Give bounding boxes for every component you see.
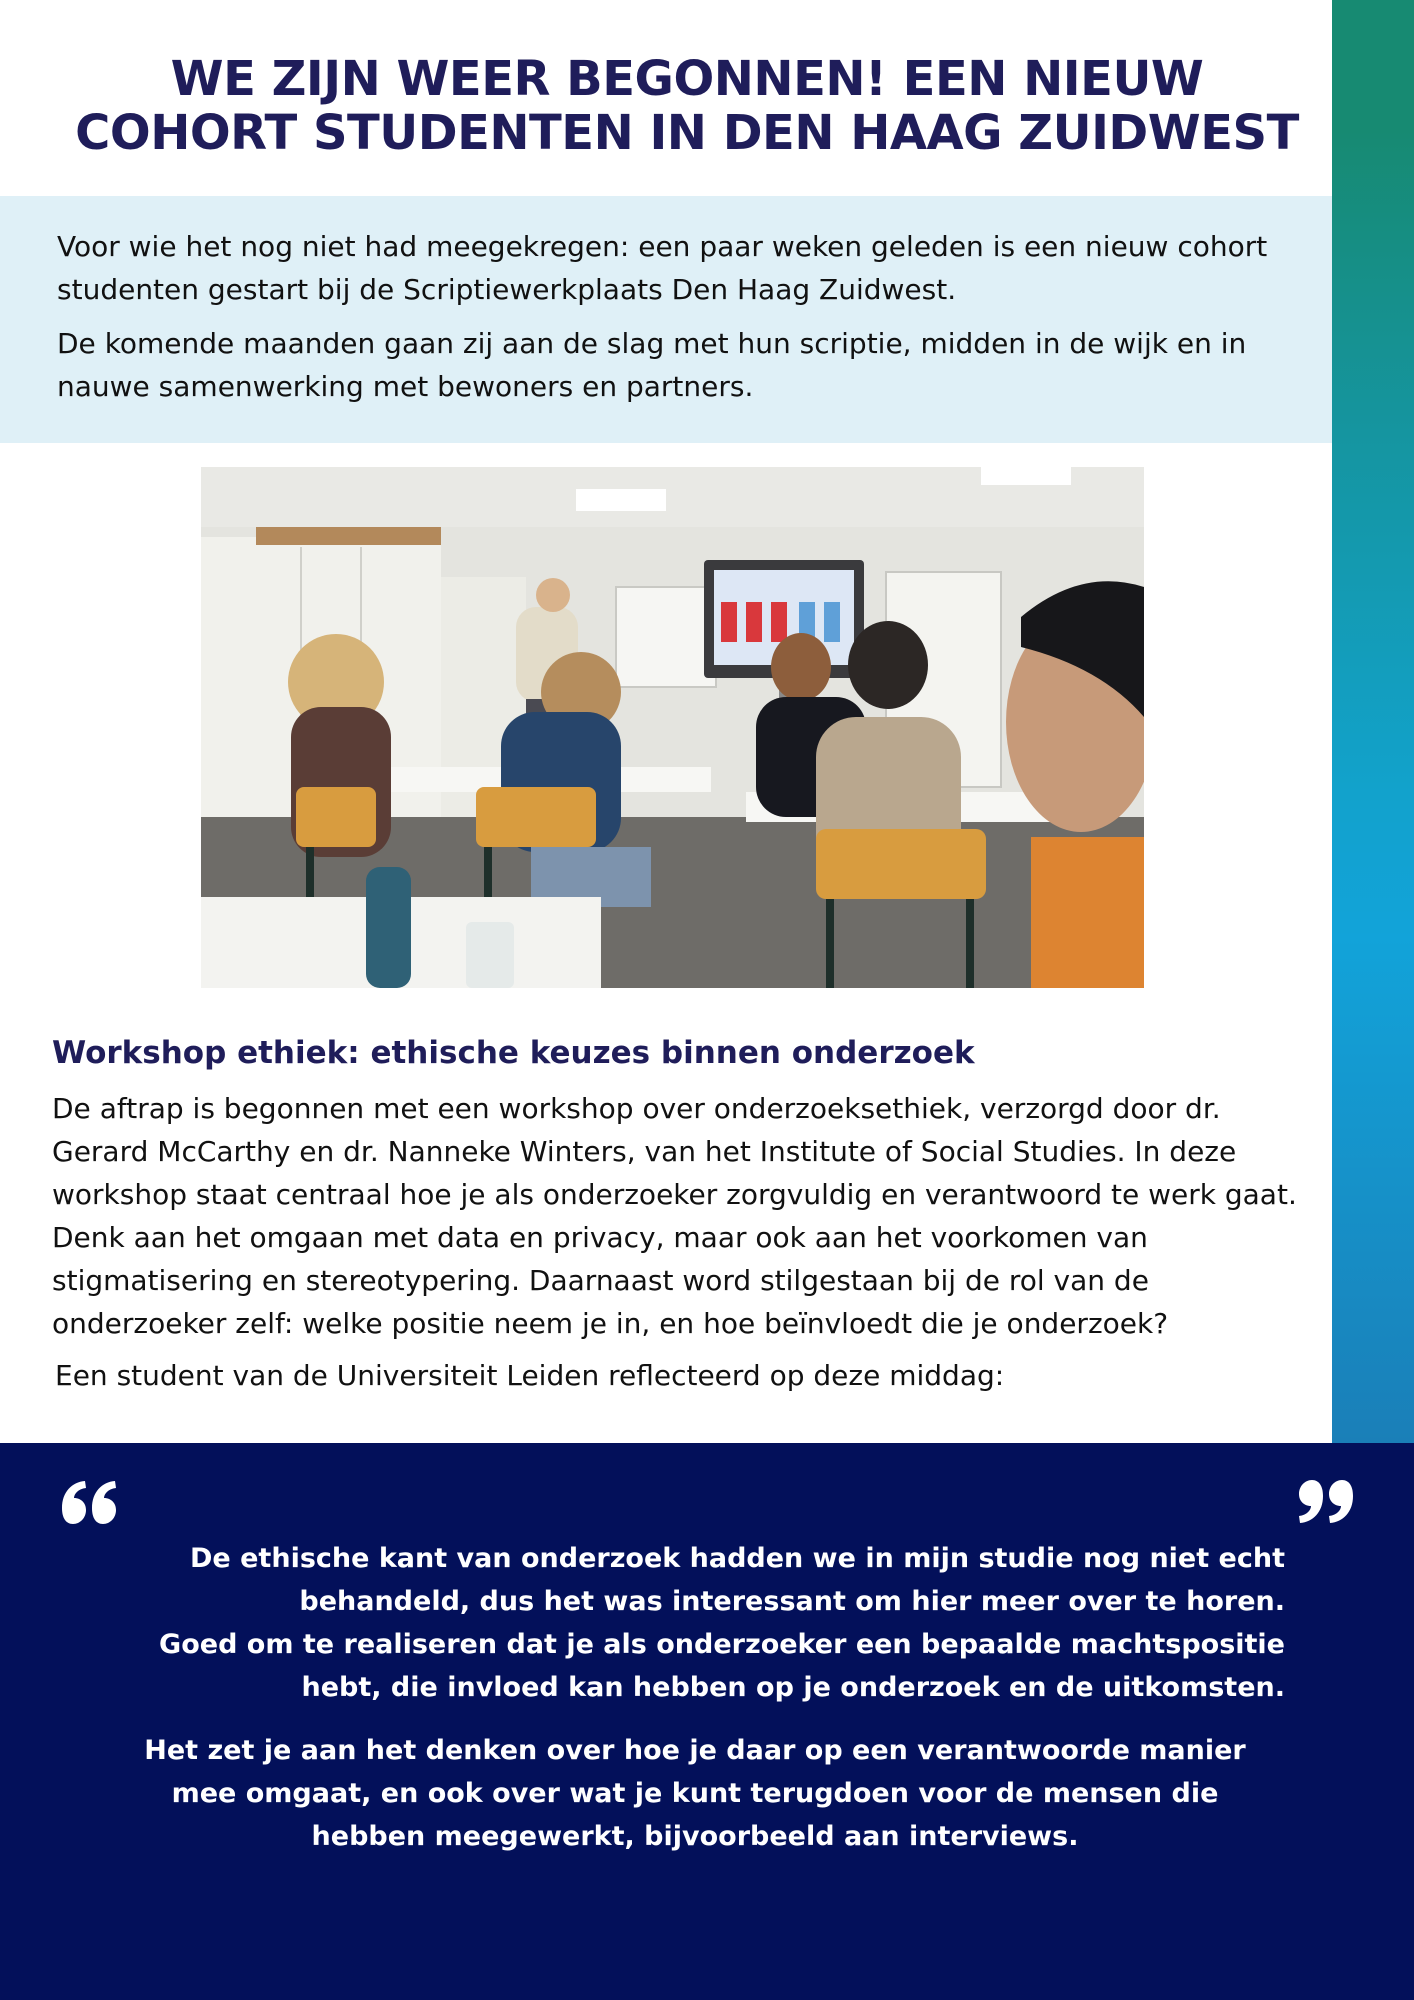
- quote-section: [0, 1443, 1414, 2000]
- intro-paragraph-2: De komende maanden gaan zij aan de slag met hun scriptie, midden in de wijk en in nauwe samenwerking met bewoners en partners.: [57, 327, 1247, 403]
- page-title-line-1: WE ZIJN WEER BEGONNEN! EEN NIEUW: [170, 51, 1204, 107]
- page-title-line-2: COHORT STUDENTEN IN DEN HAAG ZUIDWEST: [75, 105, 1299, 161]
- quote-line-1: De ethische kant van onderzoek hadden we in mijn studie nog niet echt: [190, 1543, 1285, 1574]
- page-title: [60, 52, 1314, 160]
- quote-paragraph-2: Het zet je aan het denken over hoe je daar op een verantwoorde manier mee omgaat, en ook over wat je kunt terugdoen voor de mensen die hebben meegewerkt, bijvoorbeeld aan interviews.: [144, 1735, 1246, 1852]
- classroom-photo: [201, 467, 1144, 988]
- quote-line-2: behandeld, dus het was interessant om hier meer over te horen.: [299, 1586, 1285, 1617]
- quote-line-4: hebt, die invloed kan hebben op je onderzoek en de uitkomsten.: [301, 1672, 1285, 1703]
- quote-lead-in: Een student van de Universiteit Leiden reflecteerd op deze middag:: [55, 1359, 1005, 1392]
- open-quote-icon: [58, 1478, 120, 1526]
- workshop-heading: Workshop ethiek: ethische keuzes binnen onderzoek: [52, 1035, 975, 1071]
- side-gradient-bar: [1332, 0, 1414, 1443]
- quote-line-3: Goed om te realiseren dat je als onderzoeker een bepaalde machtspositie: [159, 1629, 1285, 1660]
- close-quote-icon: [1295, 1478, 1357, 1526]
- intro-paragraph-1: Voor wie het nog niet had meegekregen: een paar weken geleden is een nieuw cohort studenten gestart bij de Scriptiewerkplaats Den Haag Zuidwest.: [57, 230, 1268, 306]
- classroom-illustration: [201, 467, 1144, 988]
- workshop-body: De aftrap is begonnen met een workshop over onderzoeksethiek, verzorgd door dr. Gerard McCarthy en dr. Nanneke Winters, van het Institute of Social Studies. In deze workshop staat centraal hoe je als onderzoeker zorgvuldig en verantwoord te werk gaat. Denk aan het omgaan met data en privacy, maar ook aan het voorkomen van stigmatisering en stereotypering. Daarnaast word stilgestaan bij de rol van de onderzoeker zelf: welke positie neem je in, en hoe beïnvloedt die je onderzoek?: [52, 1092, 1297, 1340]
- quote-paragraph-1: [140, 1537, 1285, 1709]
